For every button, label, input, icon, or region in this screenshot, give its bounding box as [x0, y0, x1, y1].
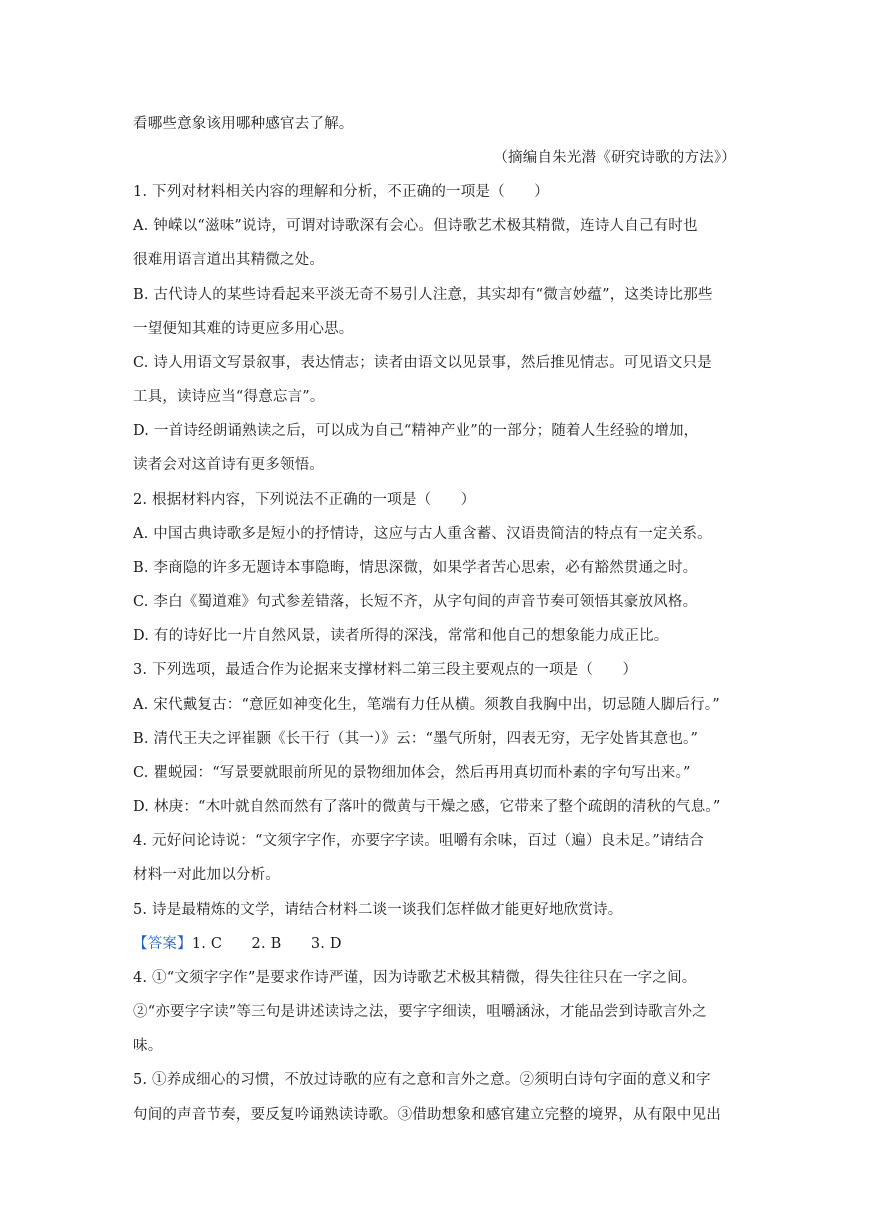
q2-option-b: B. 李商隐的许多无题诗本事隐晦，情思深微，如果学者苦心思索，必有豁然贯通之时。 [133, 560, 698, 576]
question-4-line-2: 材料一对此加以分析。 [133, 867, 280, 883]
answer-4-line-3: 味。 [133, 1038, 163, 1054]
answer-5-line-2: 句间的声音节奏，要反复吟诵熟读诗歌。③借助想象和感官建立完整的境界，从有限中见出 [133, 1107, 721, 1123]
q3-option-d: D. 林庚：“木叶就自然而然有了落叶的微黄与干燥之感，它带来了整个疏朗的清秋的气息。” [133, 799, 721, 815]
q1-option-b-line-1: B. 古代诗人的某些诗看起来平淡无奇不易引人注意，其实却有“微言妙蕴”，这类诗比那些 [133, 287, 713, 303]
question-5: 5. 诗是最精炼的文学，请结合材料二谈一谈我们怎样做才能更好地欣赏诗。 [133, 902, 623, 918]
question-4-line-1: 4. 元好问论诗说：“文须字字作，亦要字字读。咀嚼有余味，百过（遍）良未足。”请结合 [133, 833, 704, 849]
q2-option-c: C. 李白《蜀道难》句式参差错落，长短不齐，从字句间的声音节奏可领悟其豪放风格。 [133, 594, 698, 610]
answer-tag: 【答案】 [133, 936, 192, 952]
answer-5-line-1: 5. ①养成细心的习惯，不放过诗歌的应有之意和言外之意。②须明白诗句字面的意义和字 [133, 1072, 711, 1088]
q1-option-a-line-2: 很难用语言道出其精微之处。 [133, 252, 325, 268]
answer-line [133, 934, 743, 954]
q3-option-a: A. 宋代戴复古：“意匠如神变化生，笔端有力任从横。须教自我胸中出，切忌随人脚后行。” [133, 697, 720, 713]
question-2-stem: 2. 根据材料内容，下列说法不正确的一项是（ ） [133, 492, 476, 508]
q1-option-a-line-1: A. 钟嵘以“滋味”说诗，可谓对诗歌深有会心。但诗歌艺术极其精微，连诗人自己有时也 [133, 218, 698, 234]
q2-option-d: D. 有的诗好比一片自然风景，读者所得的深浅，常常和他自己的想象能力成正比。 [133, 628, 669, 644]
q3-option-c: C. 瞿蜕园：“写景要就眼前所见的景物细加体会，然后再用真切而朴素的字句写出来。” [133, 765, 691, 781]
question-1-stem: 1. 下列对材料相关内容的理解和分析，不正确的一项是（ ） [133, 184, 549, 200]
q1-option-c-line-1: C. 诗人用语文写景叙事，表达情志；读者由语文以见景事，然后推见情志。可见语文只是 [133, 355, 712, 371]
q3-option-b: B. 清代王夫之评崔颢《长干行（其一）》云：“墨气所射，四表无穷，无字处皆其意也。” [133, 731, 699, 747]
q1-option-b-line-2: 一望便知其难的诗更应多用心思。 [133, 321, 354, 337]
q1-option-d-line-1: D. 一首诗经朗诵熟读之后，可以成为自己“精神产业”的一部分；随着人生经验的增加， [133, 423, 699, 439]
answer-4-line-1: 4. ①“文须字字作”是要求作诗严谨，因为诗歌艺术极其精微，得失往往只在一字之间。 [133, 970, 697, 986]
answer-4-line-2: ②“亦要字字读”等三句是讲述读诗之法，要字字细读，咀嚼涵泳，才能品尝到诗歌言外之 [133, 1004, 707, 1020]
q1-option-c-line-2: 工具，读诗应当“得意忘言”。 [133, 389, 325, 405]
intro-line: 看哪些意象该用哪种感官去了解。 [133, 116, 354, 132]
question-3-stem: 3. 下列选项，最适合作为论据来支撑材料二第三段主要观点的一项是（ ） [133, 662, 638, 678]
q2-option-a: A. 中国古典诗歌多是短小的抒情诗，这应与古人重含蓄、汉语贵简洁的特点有一定关系。 [133, 526, 712, 542]
citation: （摘编自朱光潜《研究诗歌的方法》） [493, 150, 736, 166]
answer-choices: 1. C 2. B 3. D [191, 936, 342, 952]
q1-option-d-line-2: 读者会对这首诗有更多领悟。 [133, 457, 325, 473]
